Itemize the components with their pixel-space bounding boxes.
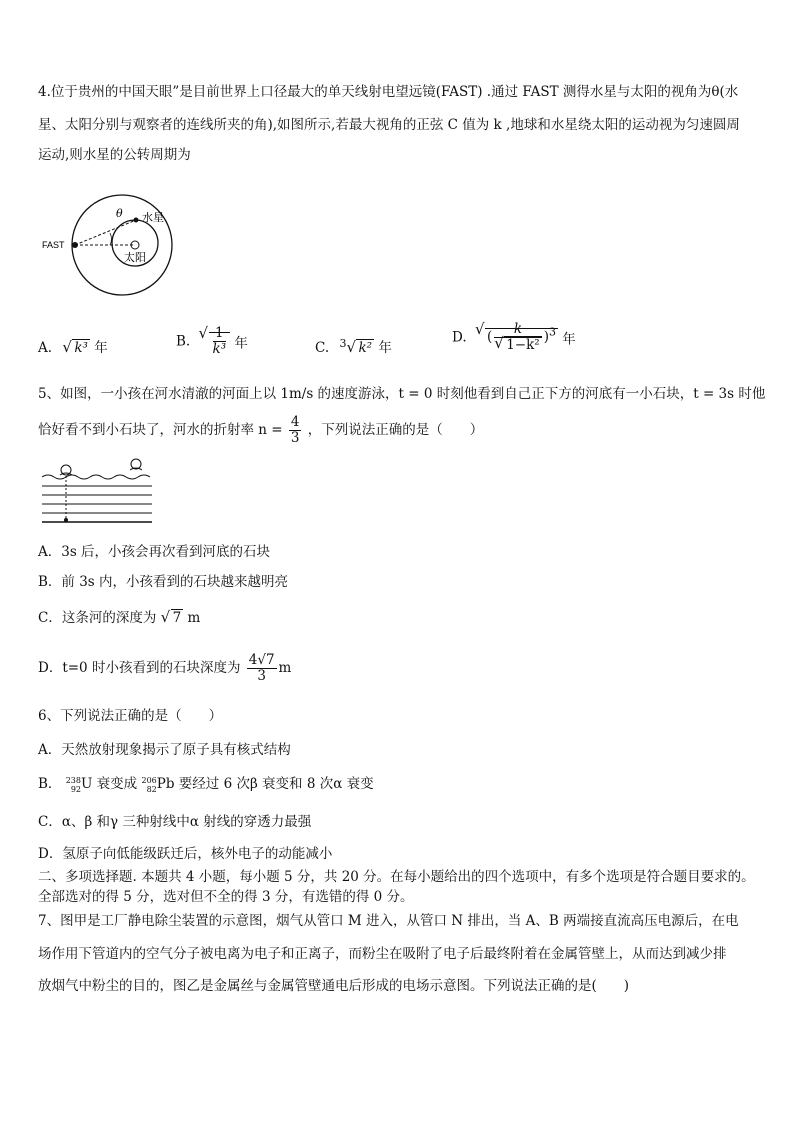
q5-option-c[interactable]: C．这条河的深度为 √ 7 m bbox=[38, 606, 200, 626]
q5-stem-line1: 5、如图，一小孩在河水清澈的河面上以 1m/s 的速度游泳，t = 0 时刻他看到自己正下方的河底有一小石块，t = 3s 时他 bbox=[38, 386, 766, 402]
mercury-label: 水星 bbox=[142, 211, 164, 224]
q4-stem-line2: 星、太阳分别与观察者的连线所夹的角),如图所示,若最大视角的正弦 C 值为 k ,地球和水星绕太阳的运动视为匀速圆周 bbox=[38, 117, 740, 133]
q4-option-c[interactable]: C. $^3$√ k² 年 bbox=[315, 336, 392, 356]
q6-option-b[interactable]: B． 238 92 U 衰变成 206 82 Pb 要经过 6 次β 衰变和 8 次α 衰变 bbox=[38, 775, 374, 794]
q7-stem-line1: 7、图甲是工厂静电除尘装置的示意图，烟气从管口 M 进入，从管口 N 排出，当 A、B 两端接直流高压电源后，在电 bbox=[38, 913, 739, 929]
q4-orbit-diagram bbox=[40, 185, 180, 310]
q6-option-a[interactable]: A．天然放射现象揭示了原子具有核式结构 bbox=[38, 742, 291, 758]
q5-option-d[interactable]: D．t=0 时小孩看到的石块深度为 $\frac{4√7}{3}$ m bbox=[38, 652, 292, 684]
q6-option-c[interactable]: C．α、β 和γ 三种射线中α 射线的穿透力最强 bbox=[38, 814, 312, 830]
fast-label: FAST bbox=[42, 240, 65, 250]
section2-heading-line2: 全部选对的得 5 分，选对但不全的得 3 分，有选错的得 0 分。 bbox=[38, 889, 414, 905]
q7-stem-line2: 场作用下管道内的空气分子被电离为电子和正离子，而粉尘在吸附了电子后最终附着在金属管壁上，从而达到减少排 bbox=[38, 946, 727, 962]
q5-option-b[interactable]: B．前 3s 内，小孩看到的石块越来越明亮 bbox=[38, 574, 289, 590]
q5-option-a[interactable]: A．3s 后，小孩会再次看到河底的石块 bbox=[38, 544, 271, 560]
q4-option-b[interactable]: B. √ $\frac{1}{\text{k³}}$ 年 bbox=[176, 326, 248, 357]
section2-heading-line1: 二、多项选择题. 本题共 4 小题，每小题 5 分，共 20 分。在每小题给出的四个选项中，有多个选项是符合题目要求的。 bbox=[38, 869, 755, 885]
sun-label: 太阳 bbox=[124, 251, 146, 264]
q5-stem-line2: 恰好看不到小石块了，河水的折射率 n = $\frac{4}{3}$ ，下列说法正确的是（ ） bbox=[38, 414, 484, 446]
q4-stem-line1: 4.位于贵州的中国天眼”是目前世界上口径最大的单天线射电望远镜(FAST) .通过 FAST 测得水星与太阳的视角为θ(水 bbox=[38, 84, 739, 100]
q4-option-a[interactable]: A. √ k³ 年 bbox=[38, 336, 108, 356]
q6-option-d[interactable]: D．氢原子向低能级跃迁后，核外电子的动能减小 bbox=[38, 846, 333, 862]
q4-stem-line3: 运动,则水星的公转周期为 bbox=[38, 147, 191, 163]
q5-river-diagram bbox=[40, 452, 160, 527]
q7-stem-line3: 放烟气中粉尘的目的，图乙是金属丝与金属管壁通电后形成的电场示意图。下列说法正确的是( ) bbox=[38, 978, 630, 994]
q4-option-d[interactable]: D. √ ( k √ 1−k² )$^3$ 年 bbox=[452, 322, 576, 353]
q6-stem: 6、下列说法正确的是（ ） bbox=[38, 708, 223, 724]
theta-label: θ bbox=[116, 207, 123, 220]
stone-icon bbox=[64, 518, 68, 522]
